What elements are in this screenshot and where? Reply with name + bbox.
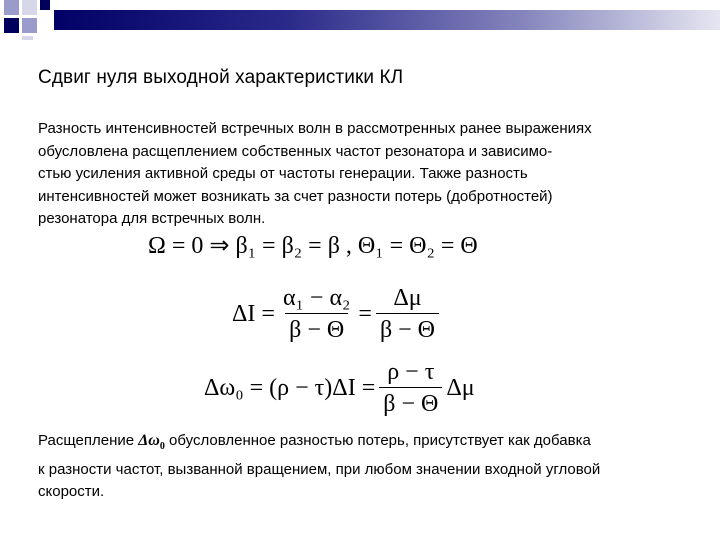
fraction-denominator: β − Θ [379, 387, 442, 416]
formula-fraction [379, 360, 442, 416]
formula-lhs: Δω₀ = (ρ − τ)ΔI = [204, 375, 376, 401]
paragraph-prefix: Расщепление [38, 432, 135, 449]
decor-square [22, 18, 37, 33]
formula-frequency-shift [204, 360, 475, 416]
paragraph-line-rest: обусловленное разностью потерь, присутствует как добавка [169, 432, 591, 449]
paragraph-conclusion [38, 430, 600, 504]
formula-fraction [279, 286, 354, 342]
formula-intensity-difference [232, 286, 443, 342]
paragraph-line: обусловлена расщеплением собственных частот резонатора и зависимо- [38, 142, 553, 160]
symbol-subscript: 0 [159, 441, 165, 453]
paragraph-line [38, 430, 600, 459]
formula-rhs: Δμ [446, 375, 475, 401]
paragraph-line: к разности частот, вызванной вращением, при любом значении входной угловой [38, 460, 601, 478]
paragraph-line: скорости. [38, 483, 105, 501]
formula-equal-losses: Ω = 0 ⇒ β₁ = β₂ = β , Θ₁ = Θ₂ = Θ [148, 233, 478, 259]
fraction-denominator: β − Θ [285, 313, 348, 342]
formula-lhs: ΔI = [232, 301, 275, 327]
fraction-denominator: β − Θ [376, 313, 439, 342]
fraction-numerator: α₁ − α₂ [282, 285, 351, 311]
delta-omega-symbol [138, 432, 165, 453]
decor-square [4, 18, 19, 33]
fraction-numerator: Δμ [393, 285, 422, 311]
paragraph-line: резонатора для встречных волн. [38, 210, 266, 227]
formula-fraction [376, 286, 439, 342]
paragraph-line: стью усиления активной среды от частоты генерации. Также разность [38, 165, 528, 182]
slide-header-decoration [0, 0, 720, 40]
paragraph-line: интенсивностей может возникать за счет разности потерь (добротностей) [38, 187, 553, 205]
decor-square [4, 0, 19, 15]
header-gradient-stripe [54, 10, 720, 30]
slide-title: Сдвиг нуля выходной характеристики КЛ [38, 67, 404, 88]
paragraph-intro [38, 118, 592, 231]
symbol-main: Δω [138, 432, 160, 449]
decor-square [40, 0, 50, 10]
decor-square [22, 36, 33, 40]
fraction-numerator: ρ − τ [387, 359, 435, 385]
formula-equals: = [358, 301, 372, 327]
paragraph-line: Разность интенсивностей встречных волн в рассмотренных ранее выражениях [38, 120, 592, 137]
decor-square [22, 0, 37, 15]
